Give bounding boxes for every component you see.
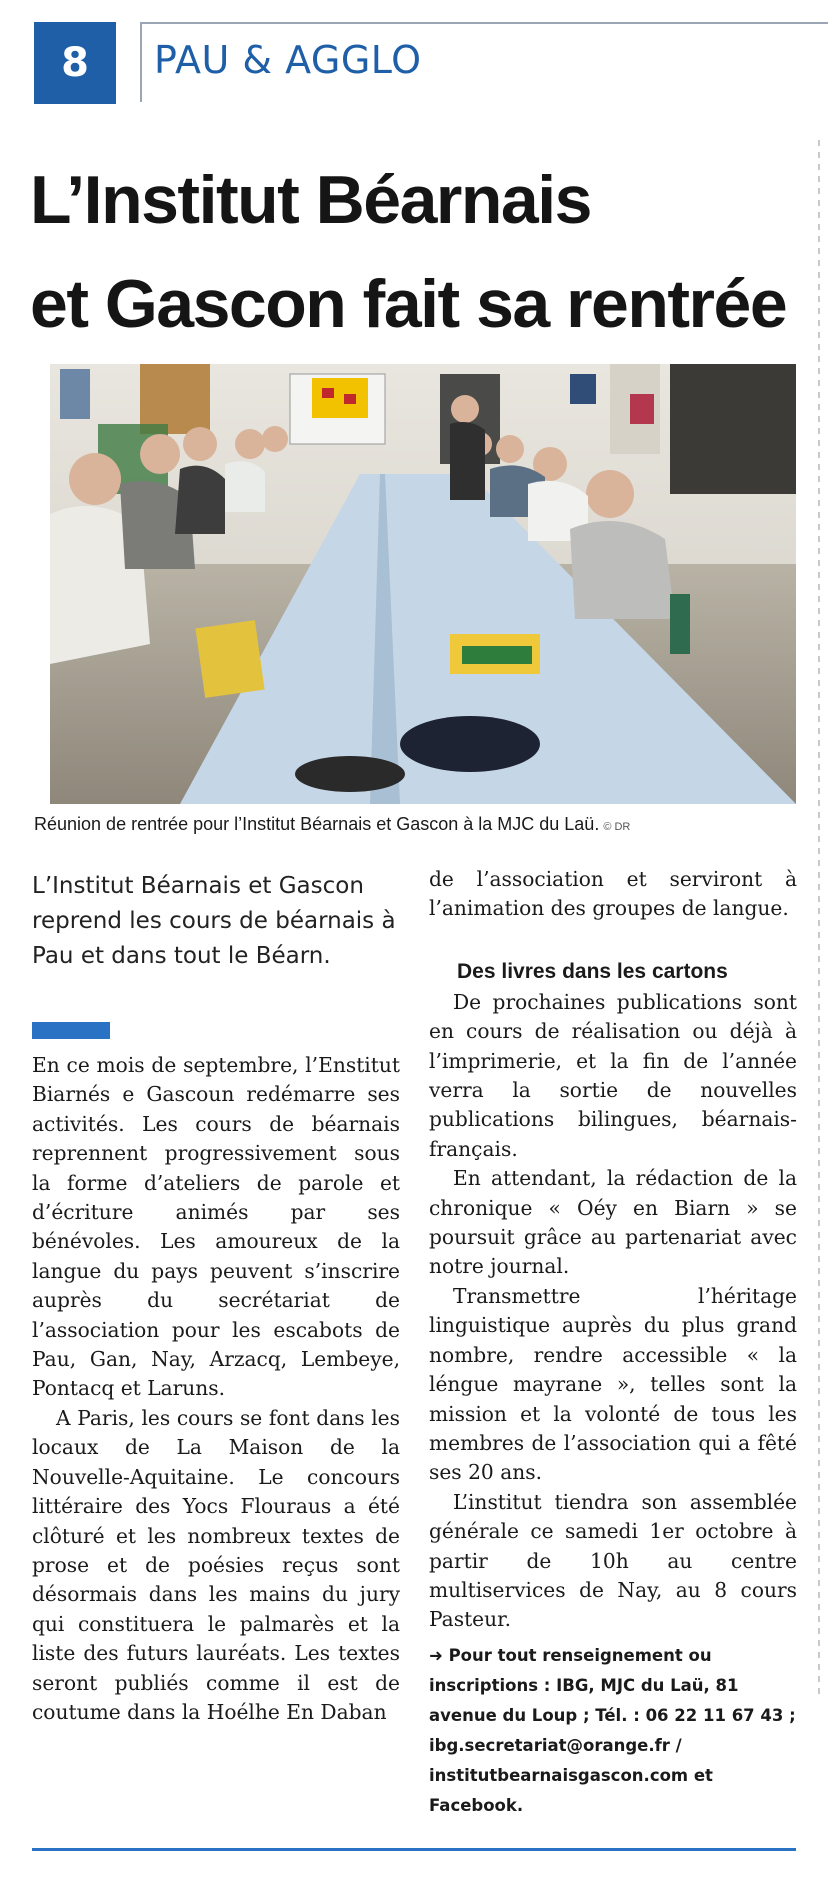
- article-paragraph-continued: de l’association et serviront à l’animation des groupes de langue.: [429, 867, 797, 921]
- bearn-flag: [312, 378, 368, 418]
- section-title: PAU & AGGLO: [154, 38, 422, 82]
- photo-credit: © DR: [603, 821, 631, 833]
- photo-caption: [34, 814, 814, 835]
- column-edge-rule: [818, 140, 820, 1700]
- caption-text: Réunion de rentrée pour l’Institut Béarnais et Gascon à la MJC du Laü.: [34, 814, 600, 834]
- headline-line-2: et Gascon fait sa rentrée: [30, 266, 787, 342]
- article-subhead: Des livres dans les cartons: [457, 959, 728, 983]
- meeting-photo: [50, 364, 796, 804]
- page-number: 8: [34, 22, 116, 104]
- article-column-left: [32, 865, 400, 1727]
- headline: [30, 148, 810, 356]
- bottom-rule: [32, 1848, 796, 1851]
- article-paragraph: En attendant, la rédaction de la chronique « Oéy en Biarn » se poursuit grâce au partenariat avec notre journal.: [429, 1166, 797, 1279]
- article-paragraph: A Paris, les cours se font dans les locaux de La Maison de la Nouvelle-Aquitaine. Le concours littéraire des Yocs Flouraus a été clôturé et les nombreux textes de prose et de poésies reçus sont désormais dans les mains du jury qui constituera le palmarès et la liste des futurs lauréats. Les textes seront publiés comme il est de coutume dans la Hoélhe En Daban: [32, 1405, 400, 1724]
- lead-divider: [32, 1022, 110, 1039]
- article-paragraph: Transmettre l’héritage linguistique auprès du plus grand nombre, rendre accessible « la léngue mayrane », telles sont la mission et la volonté de tous les membres de l’association qui a fêté ses 20 ans.: [429, 1283, 797, 1485]
- article-lead: L’Institut Béarnais et Gascon reprend les cours de béarnais à Pau et dans tout le Béarn.: [32, 873, 396, 969]
- section-header: [140, 22, 828, 102]
- article-column-right: [429, 865, 797, 1821]
- article-paragraph: L’institut tiendra son assemblée générale ce samedi 1er octobre à partir de 10h au centre multiservices de Nay, au 8 cours Pasteur.: [429, 1489, 797, 1632]
- headline-line-1: L’Institut Béarnais: [30, 162, 591, 238]
- article-paragraph: De prochaines publications sont en cours de réalisation ou déjà à l’imprimerie, et la fin de l’année verra la sortie de nouvelles publications bilingues, béarnais-français.: [429, 989, 797, 1161]
- contact-info: ➜ Pour tout renseignement ou inscriptions : IBG, MJC du Laü, 81 avenue du Loup ; Tél. : 06 22 11 67 43 ; ibg.secretariat@orange.fr / institutbearnaisgascon.com et Facebook.: [429, 1645, 796, 1815]
- article-paragraph: En ce mois de septembre, l’Enstitut Biarnés e Gascoun redémarre ses activités. Les cours de béarnais reprennent progressivement sous la forme d’ateliers de parole et d’écriture animés par ses bénévoles. Les amoureux de la langue du pays peuvent s’inscrire auprès du secrétariat de l’association pour les escabots de Pau, Gan, Nay, Arzacq, Lembeye, Pontacq et Laruns.: [32, 1053, 400, 1401]
